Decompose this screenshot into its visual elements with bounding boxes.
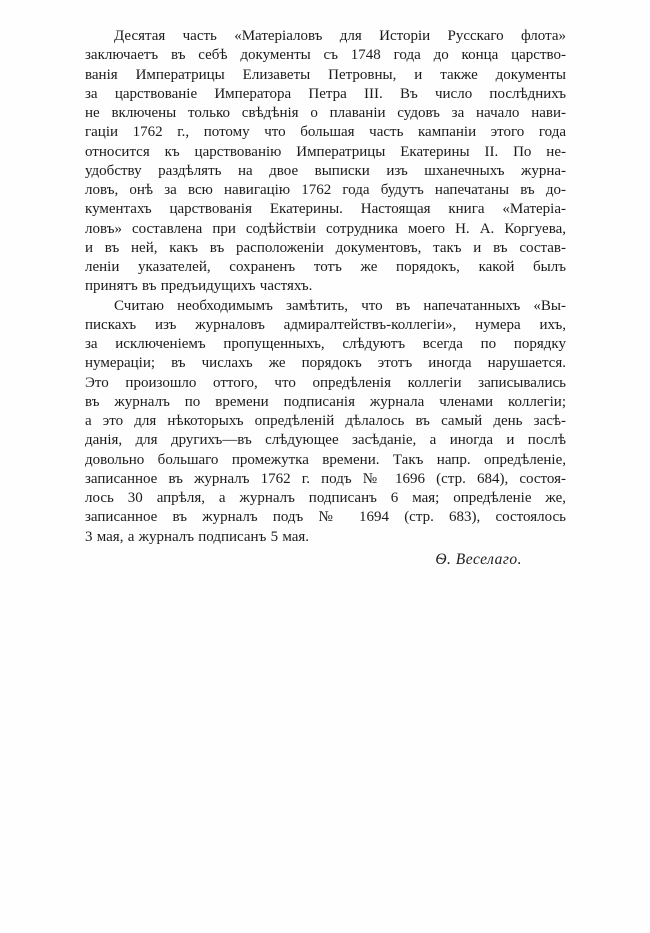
- author-signature: Ѳ. Веселаго.: [435, 550, 522, 568]
- text-line: записанное въ журналъ подъ № 1694 (стр. 683), состоялось: [85, 509, 566, 526]
- text-line: гаціи 1762 г., потому что большая часть кампаніи этого года: [85, 124, 566, 141]
- text-line: леніи указателей, сохраненъ тотъ же порядокъ, какой былъ: [85, 259, 566, 275]
- text-line: за царствованіе Императора Петра III. Въ число послѣднихъ: [85, 85, 566, 102]
- text-line: удобству раздѣлять на двое выписки изъ шханечныхъ журна-: [85, 162, 566, 179]
- text-line: Это произошло оттого, что опредѣленія коллегіи записывались: [85, 374, 566, 391]
- text-line: ловъ, онѣ за всю навигацію 1762 года будутъ напечатаны въ до-: [85, 182, 566, 198]
- text-line: нумераціи; въ числахъ же порядокъ этотъ иногда нарушается.: [85, 355, 566, 372]
- text-line: 3 мая, а журналъ подписанъ 5 мая.: [85, 528, 310, 545]
- text-line: а это для нѣкоторыхъ опредѣленій дѣлалось въ самый день засѣ-: [85, 413, 566, 429]
- text-line: за исключеніемъ пропущенныхъ, слѣдуютъ всегда по порядку: [85, 336, 566, 352]
- text-line: записанное въ журналъ 1762 г. подъ № 1696 (стр. 684), состоя-: [85, 470, 566, 487]
- text-line: Десятая часть «Матеріаловъ для Исторіи Русскаго флота»: [114, 28, 566, 44]
- text-line: въ журналъ по времени подписанія журнала членами коллегіи;: [85, 393, 566, 410]
- paragraphs-container: [85, 27, 566, 547]
- text-line: Считаю необходимымъ замѣтить, что въ напечатанныхъ «Вы-: [114, 297, 566, 314]
- text-line: кументахъ царствованія Екатерины. Настоящая книга «Матеріа-: [85, 201, 566, 218]
- text-line: данія, для другихъ—въ слѣдующее засѣданіе, а иногда и послѣ: [85, 432, 566, 449]
- text-line: заключаетъ въ себѣ документы съ 1748 года до конца царство-: [85, 47, 566, 64]
- text-line: пискахъ изъ журналовъ адмиралтействъ-коллегіи», нумера ихъ,: [85, 316, 566, 333]
- text-line: ловъ» составлена при содѣйствіи сотрудника моего Н. А. Коргуева,: [85, 220, 566, 237]
- text-line: не включены только свѣдѣнія о плаваніи судовъ за начало нави-: [85, 105, 566, 121]
- paragraph: [85, 27, 566, 297]
- text-line: ванія Императрицы Елизаветы Петровны, и также документы: [85, 66, 566, 83]
- paragraph: [85, 297, 566, 547]
- text-line: лось 30 апрѣля, а журналъ подписанъ 6 мая; опредѣленіе же,: [85, 490, 566, 506]
- text-line: относится къ царствованію Императрицы Екатерины II. По не-: [85, 143, 566, 160]
- text-block: [85, 27, 566, 569]
- text-line: довольно большаго промежутка времени. Такъ напр. опредѣленіе,: [85, 451, 566, 468]
- text-line: и въ ней, какъ въ расположеніи документовъ, такъ и въ состав-: [85, 239, 566, 256]
- text-line: принятъ въ предъидущихъ частяхъ.: [85, 278, 313, 295]
